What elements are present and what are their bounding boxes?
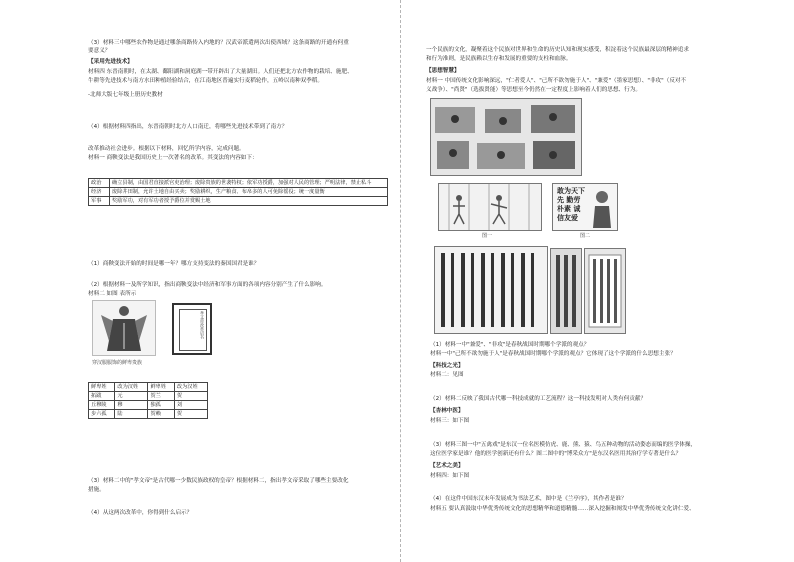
intro-line-1: 一个民族的文化，凝聚着这个民族对世界和生命的历史认知和现实感受，积淀着这个民族最深层的精神追求 bbox=[426, 47, 689, 53]
xianbei-noble-figure bbox=[92, 300, 156, 356]
material-one-line-1: 材料一 中国传统文化影响深远，"仁者爱人"、"己所不欲勿施于人"、"兼爱"（墨家思想）、"非攻"（反对不 bbox=[426, 78, 687, 84]
material-one-line-2: 义战争）、"尚贤"（选拔贤能）等思想至今仍然在一定程度上影响着人们的思想、行为。 bbox=[426, 87, 641, 93]
scroll-strokes-icon bbox=[551, 249, 581, 333]
material-one-intro: 材料一 商鞅变法是我国历史上一次著名的改革。其变法的内容如下： bbox=[88, 155, 258, 161]
table-cell: 政治 bbox=[89, 179, 110, 188]
calligraphy-strokes-icon bbox=[435, 247, 547, 333]
table-header-cell: 改为汉姓 bbox=[174, 383, 207, 392]
right-q2-line: （2）材料二反映了我国古代哪一科技成就的工艺流程？这一科技发明对人类有何贡献？ bbox=[430, 396, 647, 402]
image-caption-1: 图一 bbox=[482, 233, 493, 239]
calligraphy-scroll-1 bbox=[434, 246, 548, 334]
table-cell: 穆 bbox=[115, 401, 148, 410]
table-row bbox=[89, 392, 208, 401]
material-two-intro: 材料二 如图 表所示 bbox=[88, 291, 137, 297]
table-header-cell: 鲜卑姓 bbox=[148, 383, 174, 392]
table-cell: 贺兰 bbox=[148, 392, 174, 401]
five-animal-exercise-image bbox=[438, 183, 542, 231]
figure-caption: 穿汉服服饰的鲜卑贵族 bbox=[92, 360, 143, 366]
papermaking-process-icon bbox=[431, 99, 581, 175]
q1-line: （1）商鞅变法开始的时间是哪一年？哪方支持变法的秦国国君是谁？ bbox=[88, 261, 260, 267]
q3-line-1: （3）材料三中哪些农作物是通过哪条商路传入内地的？汉武帝派遣两次出使西域？这条商路的开通有何重 bbox=[88, 40, 349, 46]
table-row bbox=[89, 188, 388, 197]
table-cell: 贺赖 bbox=[148, 410, 174, 419]
section-heading-thought: 【思想智慧】 bbox=[426, 68, 460, 74]
table-row bbox=[89, 410, 208, 419]
right-q3-line-2: 这位医学家是谁？他的医学创新还有什么？图二图中的"博采众方"是东汉名医用其治疗学专著是什么？ bbox=[430, 451, 682, 457]
calligraphy-scroll-3 bbox=[584, 248, 626, 334]
section-heading-medicine: 【杏林中医】 bbox=[430, 408, 464, 414]
table-cell: 步六孤 bbox=[89, 410, 115, 419]
q4b-line: （4）从这两次改革中，你得到什么启示？ bbox=[88, 510, 193, 516]
table-cell: 刘 bbox=[174, 401, 207, 410]
book-text: 孝文帝改革诏书 bbox=[179, 309, 207, 351]
right-q3-line-1: （3）材料三图一中"五禽戏"是东汉一位名医模仿虎、鹿、熊、猿、鸟五种动物的活动姿态而编的医学体操， bbox=[430, 442, 697, 448]
intro-line-2: 和行为准则，是民族赖以生存和发展的重要的支柱和血脉。 bbox=[426, 56, 572, 62]
q3-line-2: 要意义？ bbox=[88, 48, 111, 54]
material-four-ref: 材料四：如下图 bbox=[430, 473, 470, 479]
table-row bbox=[89, 383, 208, 392]
papermaking-illustration bbox=[430, 98, 582, 176]
table-cell: 元 bbox=[115, 392, 148, 401]
scholar-portrait-icon bbox=[589, 188, 615, 228]
table-cell: 丘穆陵 bbox=[89, 401, 115, 410]
scroll-text-icon bbox=[585, 249, 625, 333]
reform-intro: 改革推动社会进步。根据以下材料，回忆所学内容，完成问题。 bbox=[88, 146, 245, 152]
q3b-line-2: 措施。 bbox=[88, 487, 105, 493]
q2-line-1: （2）根据材料一及所学知识，指出商鞅变法中经济和军事方面的各项内容分别产生了什么影响。 bbox=[88, 282, 327, 288]
portrait-calligraphy-image bbox=[552, 183, 618, 231]
table-row bbox=[89, 401, 208, 410]
calligraphy-slogan: 敢为天下先 勤劳朴素 诚信友爱 bbox=[557, 187, 585, 222]
table-row bbox=[89, 197, 388, 206]
table-cell: 经济 bbox=[89, 188, 110, 197]
material-three-ref: 材料三：如下图 bbox=[430, 418, 470, 424]
surname-table bbox=[88, 382, 208, 419]
table-cell: 奖励军功，对有军功者授予爵位并赏赐土地 bbox=[110, 197, 388, 206]
material-two-ref: 材料二：见图 bbox=[430, 372, 464, 378]
right-q1-line-1: （1）材料一中"兼爱"、"非攻"是春秋战国时期哪个学派的观点？ bbox=[430, 342, 590, 348]
right-q4-line: （4）在这件中国东汉末年发展成为书法艺术，图中是《兰亭序》，其作者是谁？ bbox=[430, 496, 627, 502]
material-five-line: 材料五 要认真汲取中华优秀传统文化的思想精华和道德精髓……深入挖掘和阐发中华优秀传统文化讲仁爱、 bbox=[430, 506, 695, 512]
section-heading-art: 【艺术之美】 bbox=[430, 463, 464, 469]
table-cell: 贺 bbox=[174, 392, 207, 401]
right-q1-line-2: 材料一中"己所不欲勿施于人"是春秋战国时期哪个学派的观点？它体现了这个学派的什么思想主张？ bbox=[430, 351, 676, 357]
image-caption-2: 图二 bbox=[580, 233, 591, 239]
q4-line: （4）根据材料四指出，东晋南朝时北方人口南迁，将哪些先进技术带到了南方？ bbox=[88, 124, 288, 130]
exercise-figures-icon bbox=[439, 184, 541, 230]
q3b-line-1: （3）材料二中的"孝文帝"是古代哪一少数民族政权的皇帝？根据材料二，指出孝文帝采取了哪些主要改化 bbox=[88, 478, 349, 484]
table-cell: 贺 bbox=[174, 410, 207, 419]
calligraphy-scroll-2 bbox=[550, 248, 582, 334]
source-note: -北师大版七年级上册历史教材 bbox=[88, 92, 163, 98]
table-cell: 拓跋 bbox=[89, 392, 115, 401]
table-cell: 确立县制，由国君直接派官吏治理；废除贵族的世袭特权；依军功授爵，加强对人民的管理；严明法律，禁止私斗 bbox=[110, 179, 388, 188]
section-heading-science: 【科技之光】 bbox=[430, 363, 464, 369]
table-cell: 独孤 bbox=[148, 401, 174, 410]
material-four-line-1: 材料四 东晋南朝时，在太湖、鄱阳湖和洞庭湖一带开辟出了大量湖田。人们还把北方农作物的栽培、施肥、 bbox=[88, 69, 353, 75]
table-cell: 陆 bbox=[115, 410, 148, 419]
reform-book-figure bbox=[172, 303, 212, 355]
right-column bbox=[400, 0, 794, 562]
reform-table bbox=[88, 178, 388, 206]
section-heading-technology: 【采用先进技术】 bbox=[88, 59, 133, 65]
table-header-cell: 鲜卑姓 bbox=[89, 383, 115, 392]
table-header-cell: 改为汉姓 bbox=[115, 383, 148, 392]
material-four-line-2: 牛耕等先进技术与南方水田种植经验结合，在江南地区普遍实行麦稻轮作，五岭以南种双季稻。 bbox=[88, 78, 323, 84]
table-cell: 军事 bbox=[89, 197, 110, 206]
table-cell: 废除井田制，允许土地自由买卖；奖励耕织，生产粮食、布帛多的人可免除徭役；统一度量衡 bbox=[110, 188, 388, 197]
table-row bbox=[89, 179, 388, 188]
noble-illustration-icon bbox=[93, 301, 155, 355]
